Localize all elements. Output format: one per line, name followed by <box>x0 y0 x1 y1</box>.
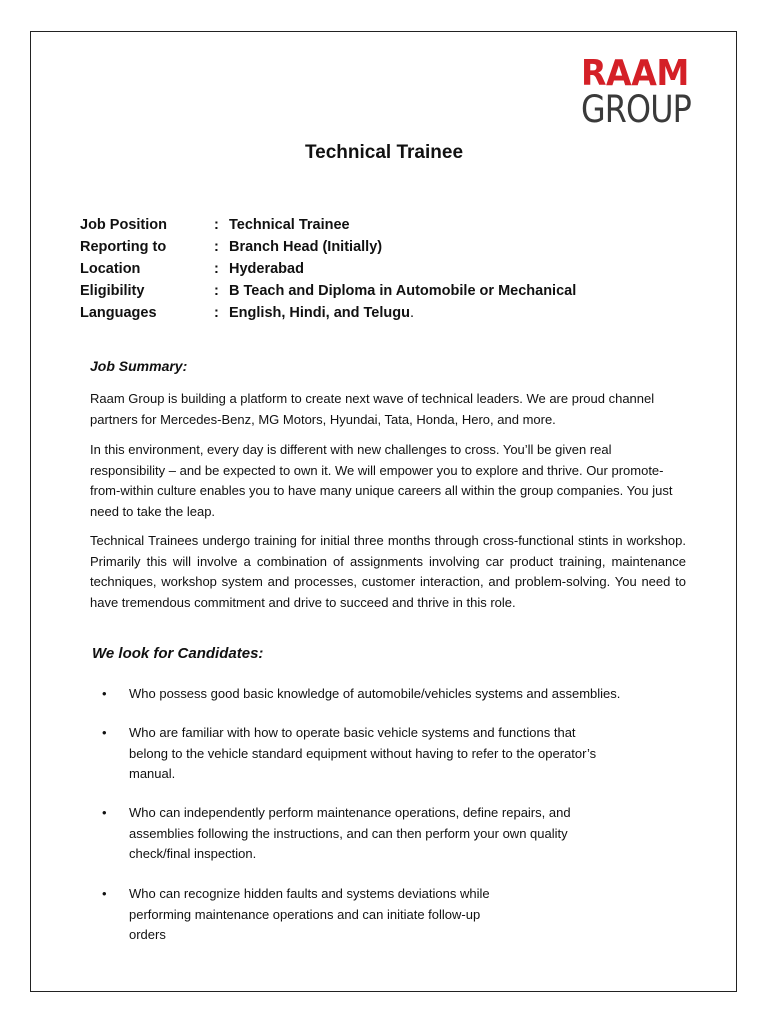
info-label: Job Position <box>80 217 167 233</box>
info-row-languages <box>80 302 720 324</box>
info-colon: : <box>214 283 219 299</box>
info-row-job-position <box>80 214 720 236</box>
summary-paragraph-2: In this environment, every day is different with new challenges to cross. You’ll be given real responsibility – and be expected to own it. We will empower you to explore and thrive. Our promote- from-within culture enables you to have many unique careers all within the group companies. You just need to take the leap. <box>90 442 673 519</box>
bullet-icon: • <box>102 886 107 901</box>
info-value-text: B Teach and Diploma in Automobile or Mechanical <box>229 283 577 299</box>
info-value <box>229 214 350 236</box>
info-colon: : <box>214 261 219 277</box>
info-value <box>229 302 414 324</box>
candidates-heading: We look for Candidates: <box>92 645 264 662</box>
info-colon: : <box>214 239 219 255</box>
info-label: Languages <box>80 305 157 321</box>
logo-line-2: GROUP <box>581 88 691 131</box>
info-value-text: Technical Trainee <box>229 217 350 233</box>
bullet-icon: • <box>102 805 107 820</box>
raam-group-logo <box>581 53 693 131</box>
info-row-eligibility <box>80 280 720 302</box>
list-item-text: Who can recognize hidden faults and systems deviations while performing maintenance operations and can initiate follow-up orders <box>129 886 490 942</box>
list-item-text: Who possess good basic knowledge of automobile/vehicles systems and assemblies. <box>129 686 621 701</box>
info-label: Location <box>80 261 141 277</box>
info-value-text: English, Hindi, and Telugu <box>229 305 410 321</box>
job-info-table <box>80 214 720 324</box>
info-value <box>229 258 304 280</box>
logo-line-1: RAAM <box>581 53 689 94</box>
info-value <box>229 280 576 302</box>
info-row-location <box>80 258 720 280</box>
list-item-text: Who are familiar with how to operate basic vehicle systems and functions that belong to the vehicle standard equipment without having to refer to the operator’s manual. <box>129 725 597 781</box>
info-row-reporting-to <box>80 236 720 258</box>
summary-paragraph-1: Raam Group is building a platform to create next wave of technical leaders. We are proud channel partners for Mercedes-Benz, MG Motors, Hyundai, Tata, Honda, Hero, and more. <box>90 391 655 427</box>
bullet-icon: • <box>102 725 107 740</box>
info-value <box>229 236 382 258</box>
info-value-text: Branch Head (Initially) <box>229 239 383 255</box>
info-value-text: Hyderabad <box>229 261 304 277</box>
info-label: Reporting to <box>80 239 167 255</box>
list-item-text: Who can independently perform maintenance operations, define repairs, and assemblies following the instructions, and can then perform your own quality check/final inspection. <box>129 805 571 861</box>
info-label: Eligibility <box>80 283 145 299</box>
job-summary-heading: Job Summary: <box>90 358 188 374</box>
bullet-icon: • <box>102 686 107 701</box>
info-colon: : <box>214 217 219 233</box>
info-suffix: . <box>409 305 415 321</box>
info-colon: : <box>214 305 219 321</box>
page-title: Technical Trainee <box>304 142 464 163</box>
summary-paragraph-3: Technical Trainees undergo training for initial three months through cross-functional stints in workshop. Primarily this will involve a combination of assignments involving car product training, maintenance techniques, workshop system and processes, customer interaction, and problem-solving. You need to have tremendous commitment and drive to succeed and thrive in this role. <box>90 533 686 610</box>
